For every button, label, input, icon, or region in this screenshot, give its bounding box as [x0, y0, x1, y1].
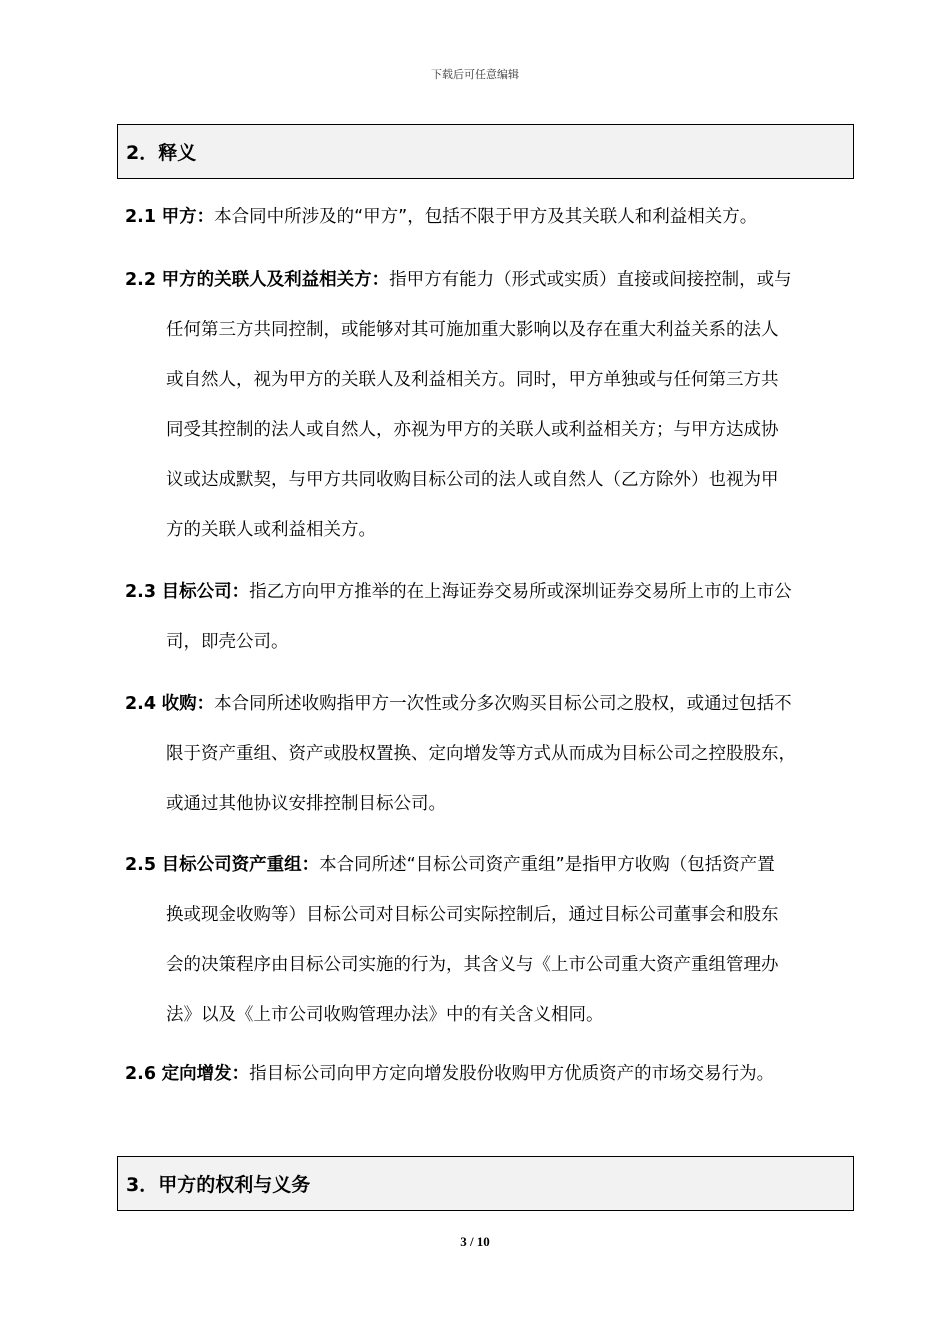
clause-text: 本合同中所涉及的“甲方”，包括不限于甲方及其关联人和利益相关方。: [214, 207, 758, 227]
clause-first-line: [125, 840, 860, 890]
clause-text: 本合同所述“目标公司资产重组”是指甲方收购（包括资产置: [319, 855, 775, 875]
section-title: 2．释义: [126, 142, 197, 164]
clause-number: 2.4: [125, 694, 157, 714]
clause-text: 指目标公司向甲方定向增发股份收购甲方优质资产的市场交易行为。: [249, 1064, 775, 1084]
header-note: 下载后可任意编辑: [431, 68, 519, 81]
clause-first-line: [125, 1049, 860, 1099]
clause-line: 或通过其他协议安排控制目标公司。: [166, 794, 446, 814]
clause-line: 任何第三方共同控制，或能够对其可施加重大影响以及存在重大利益关系的法人: [166, 320, 779, 340]
clause-2-5: [125, 840, 860, 1040]
clause-first-line: [125, 192, 860, 242]
clause-term: 目标公司资产重组：: [161, 855, 320, 875]
clause-line: 方的关联人或利益相关方。: [166, 520, 376, 540]
clause-first-line: [125, 679, 860, 729]
clause-line: 同受其控制的法人或自然人，亦视为甲方的关联人或利益相关方；与甲方达成协: [166, 420, 779, 440]
clause-number: 2.6: [125, 1064, 157, 1084]
clause-term: 定向增发：: [161, 1064, 250, 1084]
clause-line: 会的决策程序由目标公司实施的行为，其含义与《上市公司重大资产重组管理办: [166, 955, 779, 975]
clause-continuation: [125, 890, 860, 1040]
clause-line: 司，即壳公司。: [166, 632, 289, 652]
clause-line: 换或现金收购等）目标公司对目标公司实际控制后，通过目标公司董事会和股东: [166, 905, 779, 925]
clause-2-3: [125, 567, 860, 667]
page-number: 3 / 10: [460, 1234, 490, 1249]
clause-2-4: [125, 679, 860, 829]
clause-line: 法》以及《上市公司收购管理办法》中的有关含义相同。: [166, 1005, 604, 1025]
clause-text: 指乙方向甲方推举的在上海证券交易所或深圳证券交易所上市的上市公: [249, 582, 792, 602]
clause-term: 甲方：: [161, 207, 215, 227]
clause-2-1: [125, 192, 860, 242]
clause-first-line: [125, 255, 860, 305]
clause-continuation: [125, 617, 860, 667]
clause-number: 2.3: [125, 582, 157, 602]
clause-continuation: [125, 305, 860, 555]
clause-term: 目标公司：: [161, 582, 250, 602]
clause-2-2: [125, 255, 860, 555]
clause-number: 2.1: [125, 207, 157, 227]
clause-line: 限于资产重组、资产或股权置换、定向增发等方式从而成为目标公司之控股股东，: [166, 744, 796, 764]
clause-number: 2.2: [125, 270, 157, 290]
clause-first-line: [125, 567, 860, 617]
clause-number: 2.5: [125, 855, 157, 875]
clause-line: 或自然人，视为甲方的关联人及利益相关方。同时，甲方单独或与任何第三方共: [166, 370, 779, 390]
clause-line: 议或达成默契，与甲方共同收购目标公司的法人或自然人（乙方除外）也视为甲: [166, 470, 779, 490]
clause-text: 指甲方有能力（形式或实质）直接或间接控制，或与: [389, 270, 792, 290]
clause-2-6: [125, 1049, 860, 1099]
section-heading-definitions: [117, 124, 854, 179]
clause-text: 本合同所述收购指甲方一次性或分多次购买目标公司之股权，或通过包括不: [214, 694, 792, 714]
section-title: 3．甲方的权利与义务: [126, 1174, 311, 1196]
section-heading-rights-obligations: [117, 1156, 854, 1211]
clause-term: 收购：: [161, 694, 215, 714]
clause-term: 甲方的关联人及利益相关方：: [161, 270, 390, 290]
clause-continuation: [125, 729, 860, 829]
